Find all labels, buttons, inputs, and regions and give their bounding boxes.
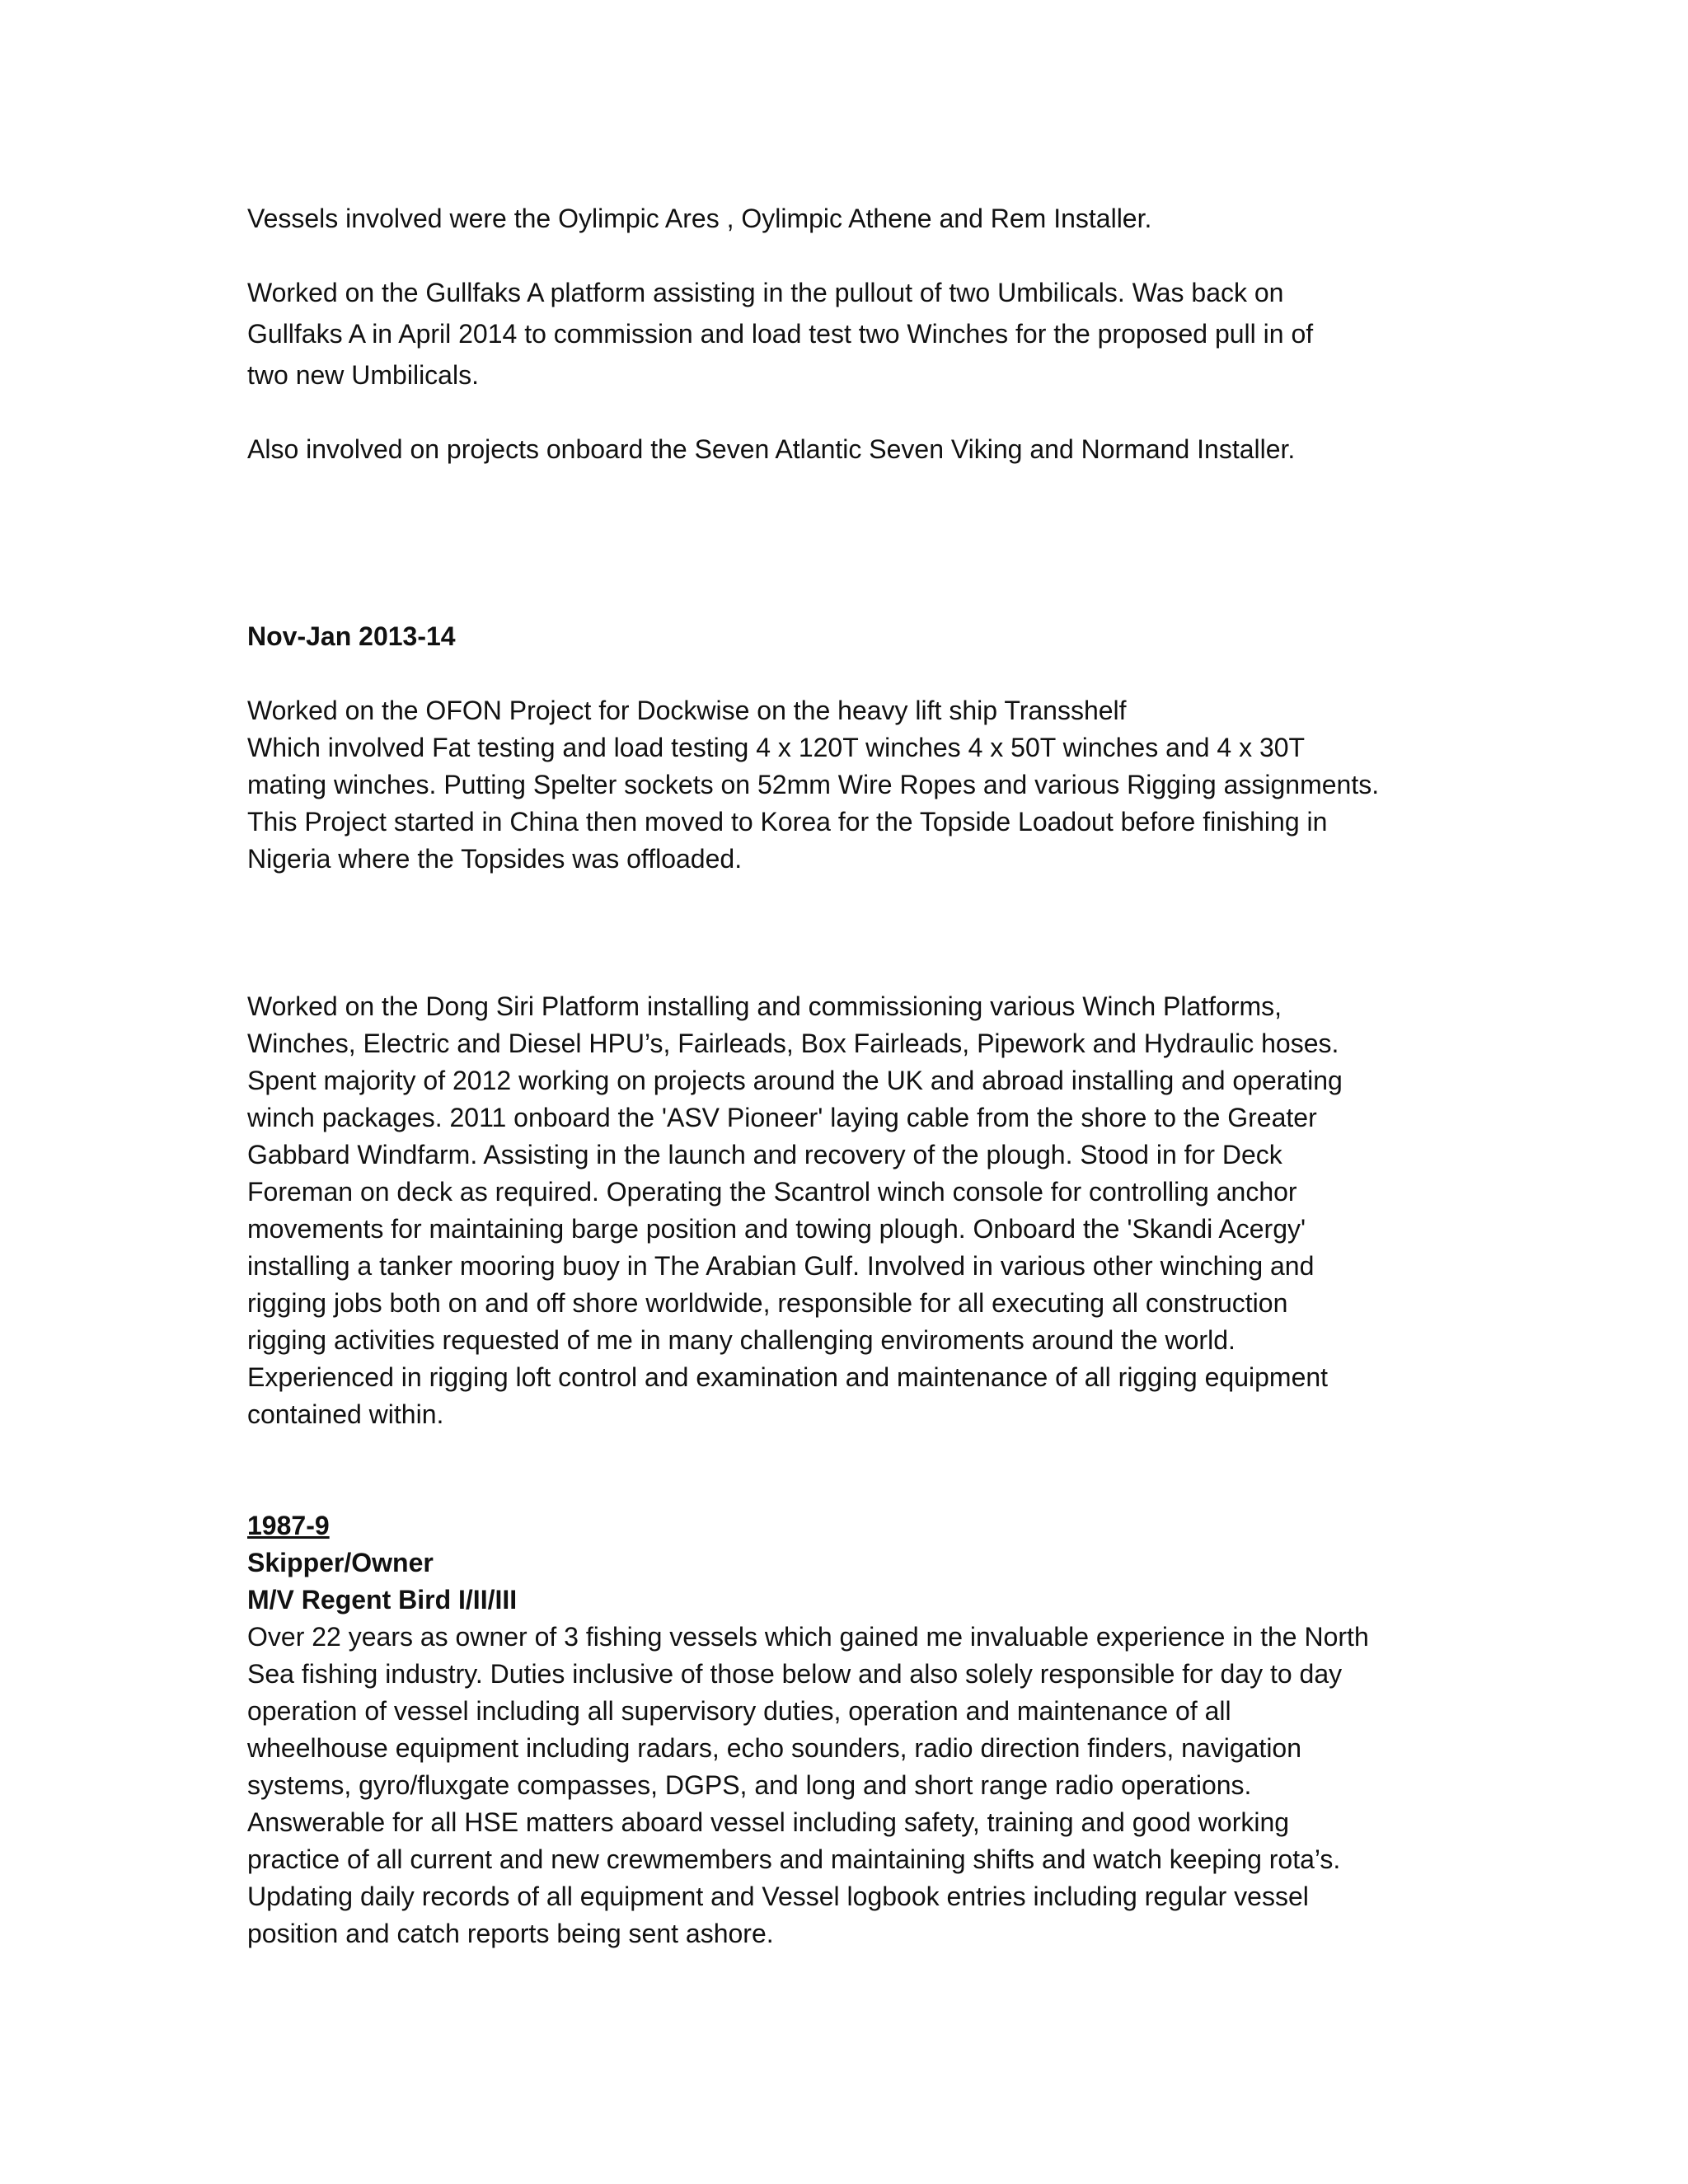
role-heading: Skipper/Owner <box>247 1548 434 1577</box>
paragraph-vessels-involved <box>247 198 1434 239</box>
text-line: This Project started in China then moved to Korea for the Topside Loadout before finishing in <box>247 807 1328 837</box>
text-line: Gabbard Windfarm. Assisting in the launch and recovery of the plough. Stood in for Deck <box>247 1140 1282 1169</box>
text-line: two new Umbilicals. <box>247 360 479 390</box>
text-line: Which involved Fat testing and load testing 4 x 120T winches 4 x 50T winches and 4 x 30T <box>247 733 1306 762</box>
text-line: Gullfaks A in April 2014 to commission and load test two Winches for the proposed pull in of <box>247 319 1314 349</box>
text-line: contained within. <box>247 1399 444 1429</box>
document-page <box>247 198 1434 1952</box>
text-line: Winches, Electric and Diesel HPU’s, Fairleads, Box Fairleads, Pipework and Hydraulic hoses. <box>247 1029 1339 1058</box>
text-line: practice of all current and new crewmembers and maintaining shifts and watch keeping rota’s. <box>247 1844 1341 1874</box>
text-line: position and catch reports being sent ashore. <box>247 1919 774 1948</box>
text-line: Foreman on deck as required. Operating the Scantrol winch console for controlling anchor <box>247 1177 1297 1207</box>
vessel-heading: M/V Regent Bird I/II/III <box>247 1585 518 1615</box>
paragraph-gullfaks <box>247 272 1434 396</box>
text-line: Worked on the OFON Project for Dockwise on the heavy lift ship Transshelf <box>247 696 1127 725</box>
text-line: Worked on the Dong Siri Platform installing and commissioning various Winch Platforms, <box>247 991 1282 1021</box>
date-heading: Nov-Jan 2013-14 <box>247 621 456 651</box>
text-line: Worked on the Gullfaks A platform assisting in the pullout of two Umbilicals. Was back on <box>247 278 1284 307</box>
paragraph-skipper-duties <box>247 1619 1434 1952</box>
text-line: operation of vessel including all supervisory duties, operation and maintenance of all <box>247 1696 1231 1726</box>
text-line: Spent majority of 2012 working on projects around the UK and abroad installing and operating <box>247 1066 1343 1095</box>
text-line: rigging activities requested of me in many challenging enviroments around the world. <box>247 1325 1236 1355</box>
section-skipper-owner <box>247 1507 1434 1952</box>
text-line: Answerable for all HSE matters aboard vessel including safety, training and good working <box>247 1807 1290 1837</box>
paragraph-ofon-project <box>247 692 1434 878</box>
text-line: Nigeria where the Topsides was offloaded. <box>247 844 743 874</box>
paragraph-also-involved <box>247 429 1434 470</box>
text-line: wheelhouse equipment including radars, echo sounders, radio direction finders, navigation <box>247 1733 1302 1763</box>
text-line: movements for maintaining barge position and towing plough. Onboard the 'Skandi Acergy' <box>247 1214 1306 1244</box>
section-heading-nov-jan <box>247 618 1434 655</box>
text-line: Also involved on projects onboard the Seven Atlantic Seven Viking and Normand Installer. <box>247 434 1296 464</box>
text-line: Updating daily records of all equipment and Vessel logbook entries including regular vessel <box>247 1882 1309 1911</box>
text-line: Vessels involved were the Oylimpic Ares , Oylimpic Athene and Rem Installer. <box>247 204 1152 233</box>
text-line: systems, gyro/fluxgate compasses, DGPS, and long and short range radio operations. <box>247 1770 1252 1800</box>
year-heading: 1987-9 <box>247 1511 330 1540</box>
text-line: winch packages. 2011 onboard the 'ASV Pioneer' laying cable from the shore to the Greater <box>247 1103 1317 1132</box>
paragraph-dong-siri <box>247 988 1434 1433</box>
text-line: mating winches. Putting Spelter sockets on 52mm Wire Ropes and various Rigging assignments. <box>247 770 1380 799</box>
text-line: installing a tanker mooring buoy in The Arabian Gulf. Involved in various other winching and <box>247 1251 1315 1281</box>
text-line: rigging jobs both on and off shore worldwide, responsible for all executing all construction <box>247 1288 1288 1318</box>
text-line: Over 22 years as owner of 3 fishing vessels which gained me invaluable experience in the North <box>247 1622 1369 1652</box>
text-line: Experienced in rigging loft control and examination and maintenance of all rigging equipment <box>247 1362 1329 1392</box>
text-line: Sea fishing industry. Duties inclusive of those below and also solely responsible for day to day <box>247 1659 1343 1689</box>
